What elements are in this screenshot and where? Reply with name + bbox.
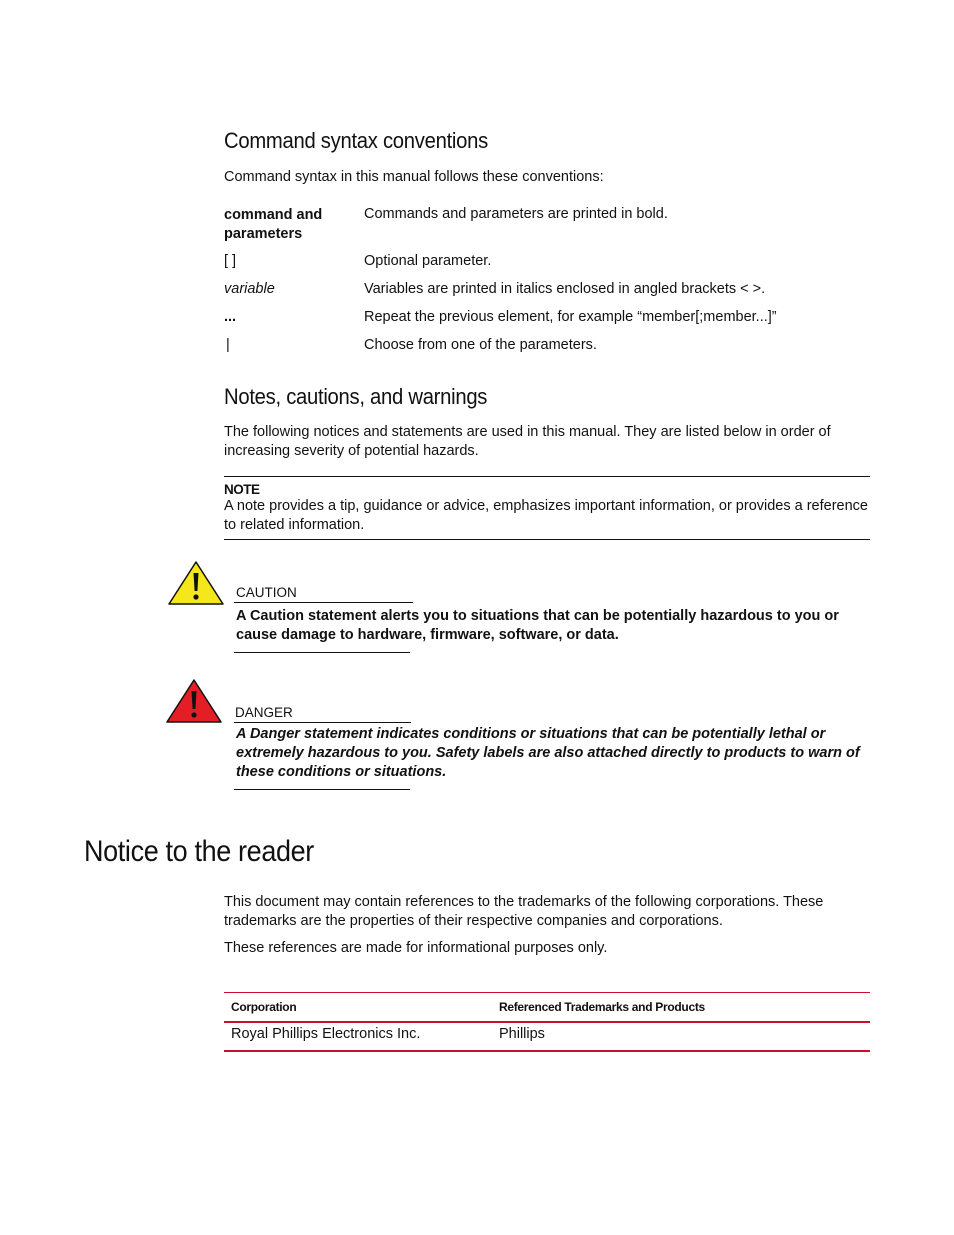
syntax-desc-ellipsis: Repeat the previous element, for example “member[;member...]” [364,309,777,325]
syntax-desc-brackets: Optional parameter. [364,253,492,269]
caution-text: A Caution statement alerts you to situations that can be potentially hazardous to you or cause damage to hardware, firmware, software, or data. [236,608,839,643]
caution-triangle-icon [167,560,225,606]
note-top-rule [224,476,870,477]
danger-top-rule [234,722,411,723]
column-header-trademarks: Referenced Trademarks and Products [492,993,870,1023]
table-cell-trademark: Phillips [492,1022,870,1051]
notice-para1: This document may contain references to the trademarks of the following corporations. These trademarks are the properties of their respective companies and corporations. [224,894,824,929]
note-text: A note provides a tip, guidance or advice, emphasizes important information, or provides a reference to related information. [224,498,868,533]
syntax-desc-variable: Variables are printed in italics enclosed in angled brackets < >. [364,281,766,297]
danger-bottom-rule [234,789,410,790]
syntax-desc-pipe: Choose from one of the parameters. [364,337,597,353]
syntax-term-command: command and parameters [224,207,323,242]
notes-intro: The following notices and statements are used in this manual. They are listed below in order of increasing severity of potential hazards. [224,424,831,459]
notice-heading: Notice to the reader [84,835,314,868]
caution-bottom-rule [234,652,410,653]
danger-text: A Danger statement indicates conditions or situations that can be potentially lethal or extremely hazardous to you. Safety labels are also attached directly to products to warn of these conditions or situations. [236,726,860,780]
trademark-table-header-row [224,993,870,1023]
table-row [224,1022,870,1051]
danger-triangle-icon [165,678,223,724]
caution-top-rule [234,602,413,603]
syntax-term-brackets: [ ] [224,253,237,269]
note-bottom-rule [224,539,870,540]
syntax-term-ellipsis: ... [224,309,237,325]
syntax-heading: Command syntax conventions [224,128,488,153]
syntax-term-pipe: | [226,337,230,353]
syntax-intro: Command syntax in this manual follows these conventions: [224,169,604,185]
note-label: NOTE [224,482,260,497]
syntax-term-variable: variable [224,281,275,297]
notes-heading: Notes, cautions, and warnings [224,384,488,409]
trademark-table [224,992,870,1052]
danger-label: DANGER [235,705,293,720]
notice-para2: These references are made for informational purposes only. [224,940,608,956]
column-header-corporation: Corporation [224,993,492,1023]
syntax-desc-command: Commands and parameters are printed in bold. [364,206,668,222]
table-cell-corporation: Royal Phillips Electronics Inc. [224,1022,492,1051]
caution-label: CAUTION [236,585,297,600]
